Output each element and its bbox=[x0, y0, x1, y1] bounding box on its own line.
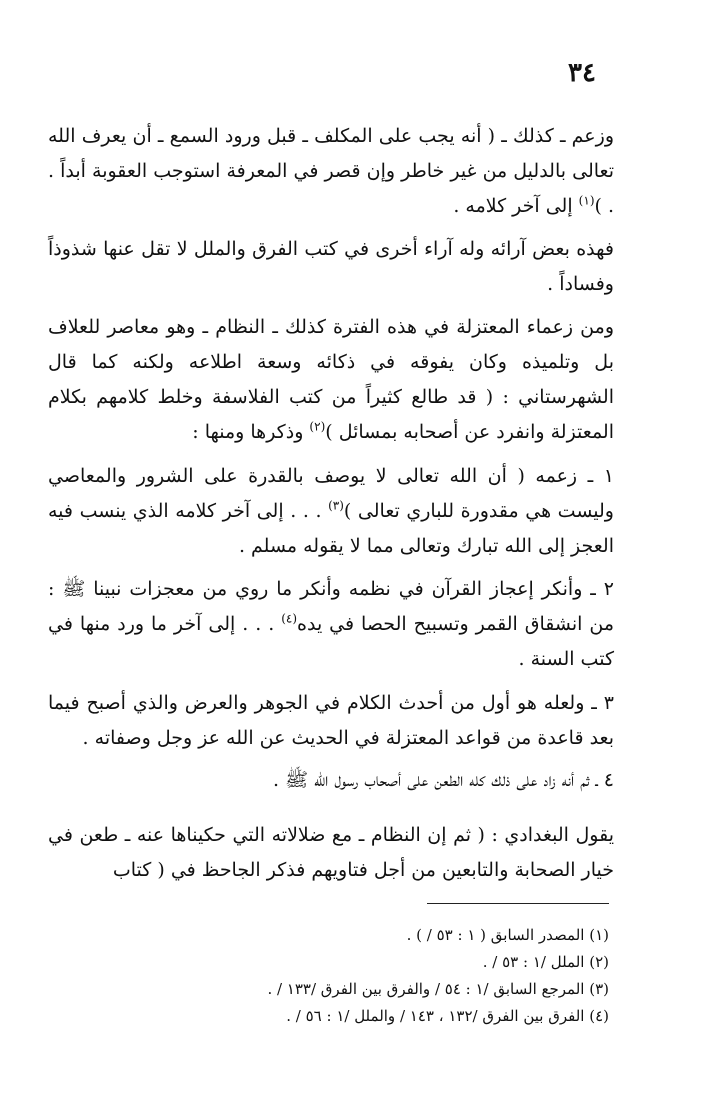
paragraph-tail: . . . إلى آخر ما ورد منها في كتب السنة . bbox=[48, 613, 614, 670]
footnote-3: (٣) المرجع السابق /١ : ٥٤ / والفرق بين الفرق /١٣٣ / . bbox=[267, 980, 609, 998]
paragraph-3 bbox=[48, 310, 614, 450]
paragraph-tail: . . . إلى آخر كلامه الذي ينسب فيه العجز إلى الله تبارك وتعالى مما لا يقوله مسلم . bbox=[48, 500, 614, 557]
paragraph-6 bbox=[48, 686, 614, 756]
page-number: ٣٤ bbox=[568, 58, 596, 88]
footnote-ref[interactable]: (٣) bbox=[328, 498, 344, 513]
paragraph-1 bbox=[48, 119, 614, 224]
footnote-divider bbox=[427, 903, 609, 904]
footnote-4: (٤) الفرق بين الفرق /١٣٢ ، ١٤٣ / والملل /١ : ٥٦ / . bbox=[286, 1007, 609, 1025]
paragraph-text: ١ ـ زعمه ( أن الله تعالى لا يوصف بالقدرة على الشرور والمعاصي وليست هي مقدورة للباري تعالى ) bbox=[48, 465, 614, 522]
footnote-ref[interactable]: (٢) bbox=[309, 419, 326, 434]
paragraph-text: ٢ ـ وأنكر إعجاز القرآن في نظمه وأنكر ما روي من معجزات نبينا ﷺ : من انشقاق القمر وتسبيح الحصا في يده bbox=[48, 578, 615, 635]
paragraph-text: ٣ ـ ولعله هو أول من أحدث الكلام في الجوهر والعرض والذي أصبح فيما بعد قاعدة من قواعد المعتزلة في الحديث عن الله عز وجل وصفاته . bbox=[48, 692, 614, 749]
paragraph-text: يقول البغدادي : ( ثم إن النظام ـ مع ضلالاته التي حكيناها عنه ـ طعن في خيار الصحابة والتابعين من أجل فتاويهم فذكر الجاحظ في ( كتاب bbox=[48, 824, 614, 881]
paragraph-5 bbox=[48, 572, 614, 677]
footnote-ref[interactable]: (٤) bbox=[281, 611, 298, 626]
paragraph-text: فهذه بعض آرائه وله آراء أخرى في كتب الفرق والملل لا تقل عنها شذوذاً وفساداً . bbox=[48, 238, 614, 295]
paragraph-7 bbox=[48, 763, 614, 798]
footnote-1: (١) المصدر السابق ( ١ : ٥٣ / ) . bbox=[406, 926, 609, 944]
paragraph-8 bbox=[48, 818, 614, 888]
paragraph-2 bbox=[48, 232, 614, 302]
paragraph-tail: إلى آخر كلامه . bbox=[453, 195, 579, 217]
paragraph-text: ومن زعماء المعتزلة في هذه الفترة كذلك ـ النظام ـ وهو معاصر للعلاف بل وتلميذه وكان يفوقه في ذكائه وسعة اطلاعه ولكنه كما قال الشهرستاني : ( قد طالع كثيراً من كتب الفلاسفة وخلط كلامهم بكلام المعتزلة وانفرد عن أصحابه بمسائل ) bbox=[48, 316, 614, 443]
footnote-2: (٢) الملل /١ : ٥٣ / . bbox=[482, 953, 609, 971]
paragraph-4 bbox=[48, 459, 614, 564]
footnotes bbox=[150, 922, 609, 1030]
footnote-ref[interactable]: (١) bbox=[578, 193, 595, 208]
paragraph-text: وزعم ـ كذلك ـ ( أنه يجب على المكلف ـ قبل ورود السمع ـ أن يعرف الله تعالى بالدليل من غير خاطر وإن قصر في المعرفة استوجب العقوبة أبداً . . ) bbox=[48, 125, 614, 217]
paragraph-text: ٤ ـ ثم أنه زاد على ذلك كله الطعن على أصحاب رسول الله ﷺ . bbox=[273, 769, 614, 791]
paragraph-tail: وذكرها ومنها : bbox=[192, 421, 310, 443]
